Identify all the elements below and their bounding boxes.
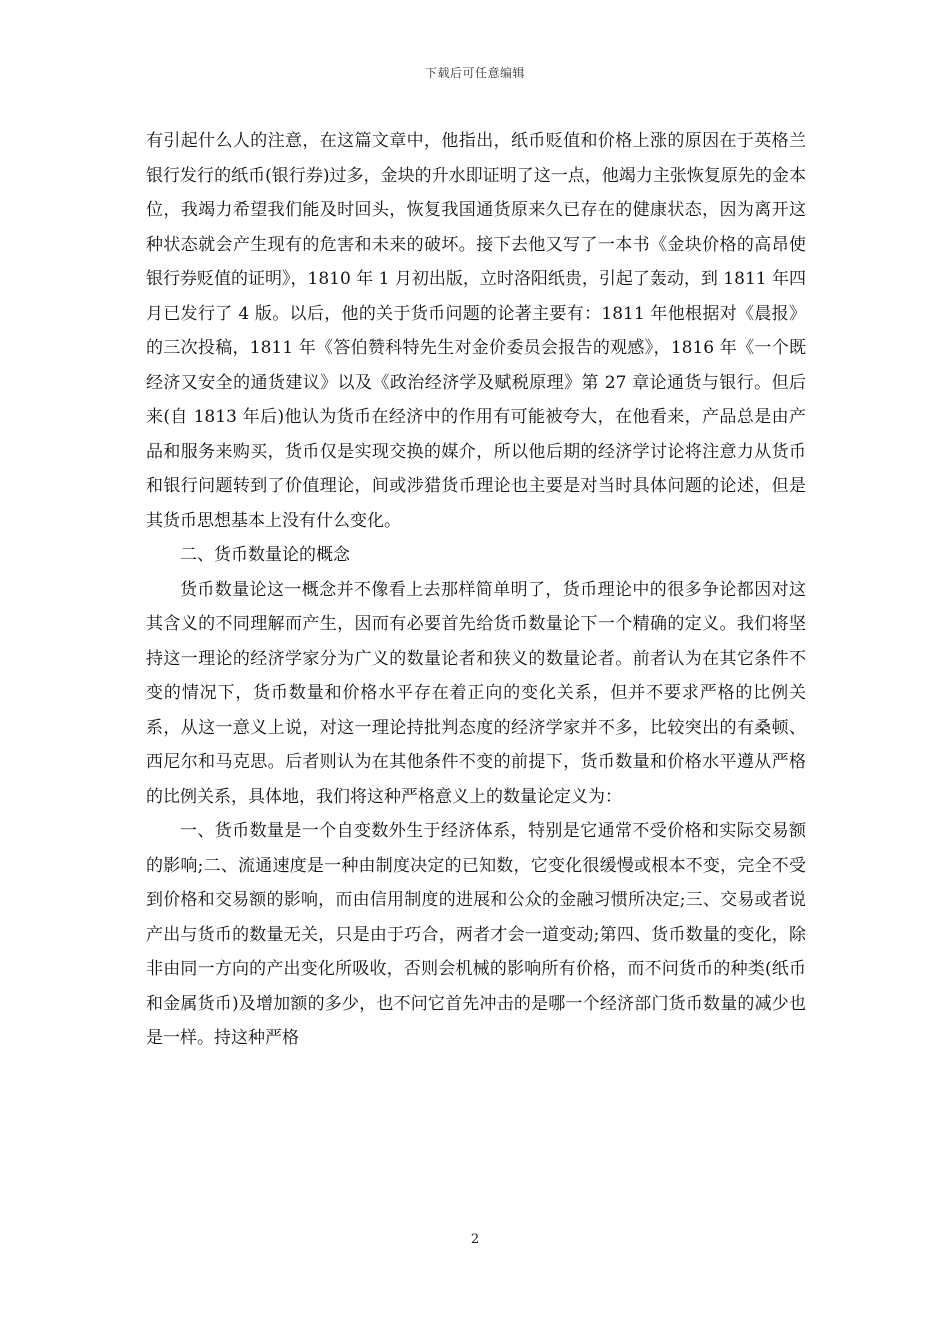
paragraph-ricardo-works: 有引起什么人的注意，在这篇文章中，他指出，纸币贬值和价格上涨的原因在于英格兰银行发行的纸币(银行券)过多，金块的升水即证明了这一点，他竭力主张恢复原先的金本位，我竭力希望我们能及时回头，恢复我国通货原来久已存在的健康状态，因为离开这种状态就会产生现有的危害和未来的破坏。接下去他又写了一本书《金块价格的高昂使银行券贬值的证明》，1810 年 1 月初出版，立时洛阳纸贵，引起了轰动，到 1811 年四月已发行了 4 版。以后，他的关于货币问题的论著主要有：1811 年他根据对《晨报》的三次投稿，1811 年《答伯赞科特先生对金价委员会报告的观感》，1816 年《一个既经济又安全的通货建议》以及《政治经济学及赋税原理》第 27 章论通货与银行。但后来(自 1813 年后)他认为货币在经济中的作用有可能被夸大，在他看来，产品总是由产品和服务来购买，货币仅是实现交换的媒介，所以他后期的经济学讨论将注意力从货币和银行问题转到了价值理论，间或涉猎货币理论也主要是对当时具体问题的论述，但是其货币思想基本上没有什么变化。 [146,131,806,531]
paragraph-quantity-theory-definition: 货币数量论这一概念并不像看上去那样简单明了，货币理论中的很多争论都因对这其含义的不同理解而产生，因而有必要首先给货币数量论下一个精确的定义。我们将坚持这一理论的经济学家分为广义的数量论者和狭义的数量论者。前者认为在其它条件不变的情况下，货币数量和价格水平存在着正向的变化关系，但并不要求严格的比例关系，从这一意义上说，对这一理论持批判态度的经济学家并不多，比较突出的有桑顿、西尼尔和马克思。后者则认为在其他条件不变的前提下，货币数量和价格水平遵从严格的比例关系，具体地，我们将这种严格意义上的数量论定义为： [146,579,806,807]
section-heading: 二、货币数量论的概念 [180,545,350,565]
page-header: 下载后可任意编辑 [424,66,525,80]
document-body [146,124,806,1056]
paragraph-quantity-theory-conditions: 一、货币数量是一个自变数外生于经济体系，特别是它通常不受价格和实际交易额的影响;二、流通速度是一种由制度决定的已知数，它变化很缓慢或根本不变，完全不受到价格和交易额的影响，而由信用制度的进展和公众的金融习惯所决定;三、交易或者说产出与货币的数量无关，只是由于巧合，两者才会一道变动;第四、货币数量的变化，除非由同一方向的产出变化所吸收，否则会机械的影响所有价格，而不问货币的种类(纸币和金属货币)及增加额的多少，也不问它首先冲击的是哪一个经济部门货币数量的减少也是一样。持这种严格 [146,821,806,1048]
page-number: 2 [470,1232,480,1247]
